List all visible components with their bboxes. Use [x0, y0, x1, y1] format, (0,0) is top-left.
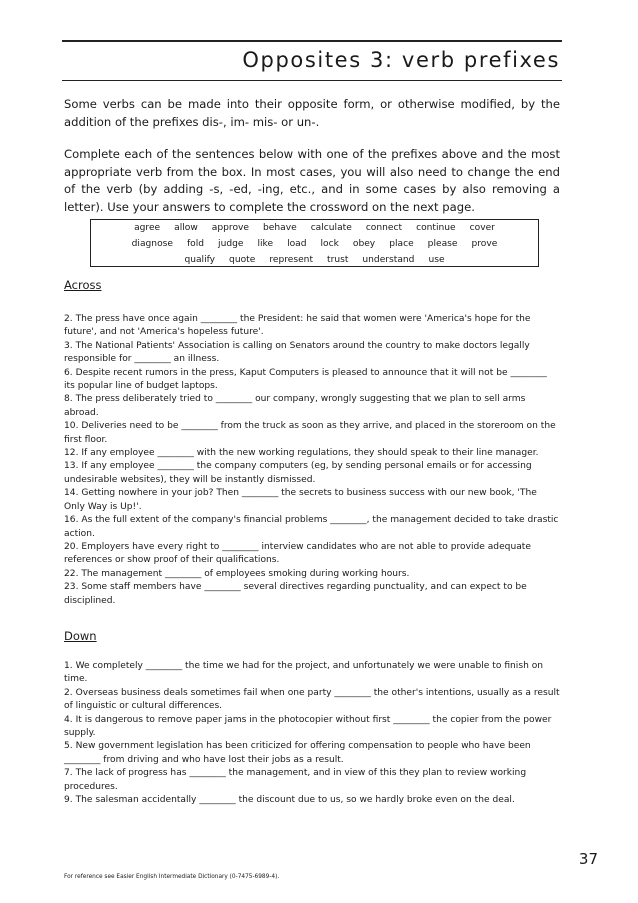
- down-clue: 9. The salesman accidentally ________ the discount due to us, so we hardly broke even on the deal.: [64, 795, 515, 806]
- word-item: like: [257, 239, 274, 249]
- intro-paragraph: Some verbs can be made into their opposite form, or otherwise modified, by the addition of the prefixes dis-, im- mis- or un-.: [64, 97, 560, 129]
- word-item: judge: [218, 239, 244, 249]
- word-item: approve: [211, 223, 249, 233]
- word-item: fold: [186, 239, 205, 249]
- across-clue: 22. The management ________ of employees smoking during working hours.: [64, 568, 410, 579]
- word-item: load: [287, 239, 307, 249]
- across-clue: 8. The press deliberately tried to ________ our company, wrongly suggesting that we plan to sell arms abroad.: [64, 394, 526, 418]
- down-clue: 5. New government legislation has been criticized for offering compensation to people who have been ________ from driving and who have lost their jobs as a result.: [64, 741, 531, 765]
- word-item: diagnose: [131, 239, 173, 249]
- word-item: agree: [134, 223, 161, 233]
- word-box: [90, 219, 539, 267]
- down-clue: 2. Overseas business deals sometimes fail when one party ________ the other's intentions, usually as a result of linguistic or cultural differences.: [64, 687, 560, 712]
- down-heading: Down: [64, 629, 97, 643]
- page-number: 37: [578, 850, 598, 868]
- word-item: obey: [352, 239, 376, 249]
- word-item: understand: [362, 255, 415, 265]
- word-item: connect: [365, 223, 403, 233]
- word-box-row: [91, 252, 538, 268]
- word-item: prove: [471, 239, 498, 249]
- word-item: represent: [269, 255, 314, 265]
- title-rule: [62, 80, 562, 81]
- word-item: calculate: [310, 223, 352, 233]
- down-clue: 4. It is dangerous to remove paper jams in the photocopier without first ________ the copier from the power supply.: [64, 714, 552, 739]
- word-item: quote: [229, 255, 256, 265]
- across-clue: 14. Getting nowhere in your job? Then ________ the secrets to business success with our new book, 'The Only Way is Up!'.: [64, 488, 537, 512]
- across-clue: 16. As the full extent of the company's financial problems ________, the management decided to take drastic action.: [64, 515, 559, 539]
- word-item: qualify: [184, 255, 216, 265]
- across-clue: 3. The National Patients' Association is calling on Senators around the country to make doctors legally responsible for ________ an illness.: [64, 340, 530, 365]
- word-item: continue: [416, 223, 456, 233]
- word-item: cover: [469, 223, 495, 233]
- word-item: please: [427, 239, 458, 249]
- footer-reference: For reference see Easier English Intermediate Dictionary (0-7475-6989-4).: [64, 874, 280, 880]
- across-clue: 6. Despite recent rumors in the press, Kaput Computers is pleased to announce that it will not be ________ its popular line of budget laptops.: [64, 367, 547, 392]
- down-clue: 7. The lack of progress has ________ the management, and in view of this they plan to review working procedures.: [64, 768, 527, 792]
- instructions-paragraph: Complete each of the sentences below with one of the prefixes above and the most appropriate verb from the box. In most cases, you will also need to change the end of the verb (by adding -s, -ed, -ing, etc., and in some cases by also removing a letter). Use your answers to complete the crossword on the next page.: [64, 147, 560, 214]
- across-clue: 2. The press have once again ________ the President: he said that women were 'America's hope for the future', and not 'America's hopeless future'.: [64, 314, 531, 338]
- word-item: behave: [263, 223, 297, 233]
- word-item: lock: [320, 239, 339, 249]
- down-clue: 1. We completely ________ the time we had for the project, and unfortunately we were unable to finish on time.: [64, 661, 544, 685]
- word-item: allow: [174, 223, 198, 233]
- word-item: place: [389, 239, 414, 249]
- across-clue: 13. If any employee ________ the company computers (eg, by sending personal emails or for accessing undesirable websites), they will be instantly dismissed.: [64, 461, 532, 485]
- across-heading: Across: [64, 278, 102, 292]
- word-box-row: [91, 220, 538, 236]
- across-clue-list: [64, 313, 560, 608]
- word-box-row: [91, 236, 538, 252]
- across-clue: 12. If any employee ________ with the new working regulations, they should speak to their line manager.: [64, 448, 539, 459]
- word-item: use: [428, 255, 445, 265]
- down-clue-list: [64, 660, 560, 807]
- across-clue: 10. Deliveries need to be ________ from the truck as soon as they arrive, and placed in the storeroom on the first floor.: [64, 421, 556, 445]
- word-item: trust: [327, 255, 349, 265]
- page-title: Opposites 3: verb prefixes: [242, 48, 560, 72]
- across-clue: 23. Some staff members have ________ several directives regarding punctuality, and can expect to be disciplined.: [64, 582, 527, 606]
- across-clue: 20. Employers have every right to ________ interview candidates who are not able to provide adequate references or show proof of their qualifications.: [64, 541, 531, 566]
- top-rule: [62, 40, 562, 42]
